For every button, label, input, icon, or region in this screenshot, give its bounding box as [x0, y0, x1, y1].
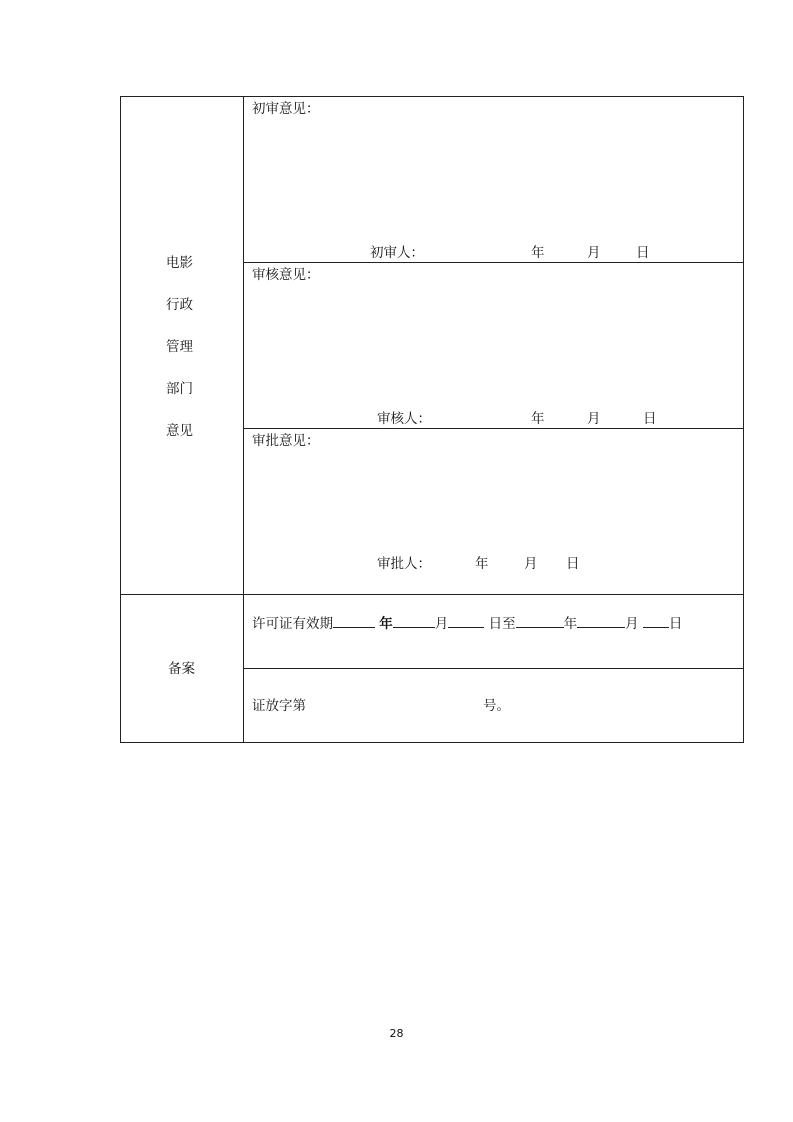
approval-review-day: 日 [566, 556, 580, 572]
validity-start-day-to-label: 日至 [488, 616, 516, 632]
certificate-number-label: 证放字第 [252, 698, 306, 714]
page-number: 28 [389, 1027, 404, 1040]
validity-start-year-blank[interactable] [333, 614, 375, 628]
verification-review-day: 日 [643, 411, 657, 427]
certificate-number-suffix: 号。 [483, 698, 510, 714]
license-validity-label: 许可证有效期 [252, 616, 333, 632]
verification-review-month: 月 [587, 411, 601, 427]
validity-end-day-label: 日 [668, 616, 683, 632]
dept-label-line-3: 管理 [166, 339, 193, 355]
validity-end-day-blank[interactable] [643, 614, 669, 628]
dept-label-line-1: 电影 [166, 255, 193, 271]
initial-review-signer-label: 初审人： [370, 245, 424, 261]
verification-review-year: 年 [531, 411, 545, 427]
approval-review-month: 月 [524, 556, 538, 572]
validity-end-year-blank[interactable] [516, 614, 564, 628]
validity-start-month-blank[interactable] [393, 614, 435, 628]
validity-start-day-blank[interactable] [448, 614, 484, 628]
initial-review-month: 月 [587, 245, 601, 261]
dept-label-line-2: 行政 [166, 297, 193, 313]
validity-end-month-blank[interactable] [577, 614, 625, 628]
verification-review-heading: 审核意见： [252, 267, 320, 283]
row-divider-initial-review [243, 262, 744, 263]
initial-review-year: 年 [531, 245, 545, 261]
column-divider [243, 96, 244, 743]
approval-review-year: 年 [475, 556, 489, 572]
dept-label-line-4: 部门 [166, 381, 193, 397]
approval-review-signer-label: 审批人： [377, 556, 431, 572]
initial-review-heading: 初审意见： [252, 101, 320, 117]
validity-end-year-label: 年 [563, 616, 578, 632]
filing-label: 备案 [168, 661, 195, 677]
verification-review-signer-label: 审核人： [377, 411, 431, 427]
validity-start-month-label: 月 [434, 616, 449, 632]
license-validity-line [252, 614, 682, 632]
validity-end-month-label: 月 [625, 616, 639, 632]
approval-review-heading: 审批意见： [252, 433, 320, 449]
row-divider-verification-review [243, 428, 744, 429]
validity-start-year-label: 年 [379, 616, 393, 632]
initial-review-day: 日 [636, 245, 650, 261]
dept-label-line-5: 意见 [166, 423, 193, 439]
row-divider-filing-inner [243, 668, 744, 669]
row-divider-filing-section [120, 594, 744, 595]
